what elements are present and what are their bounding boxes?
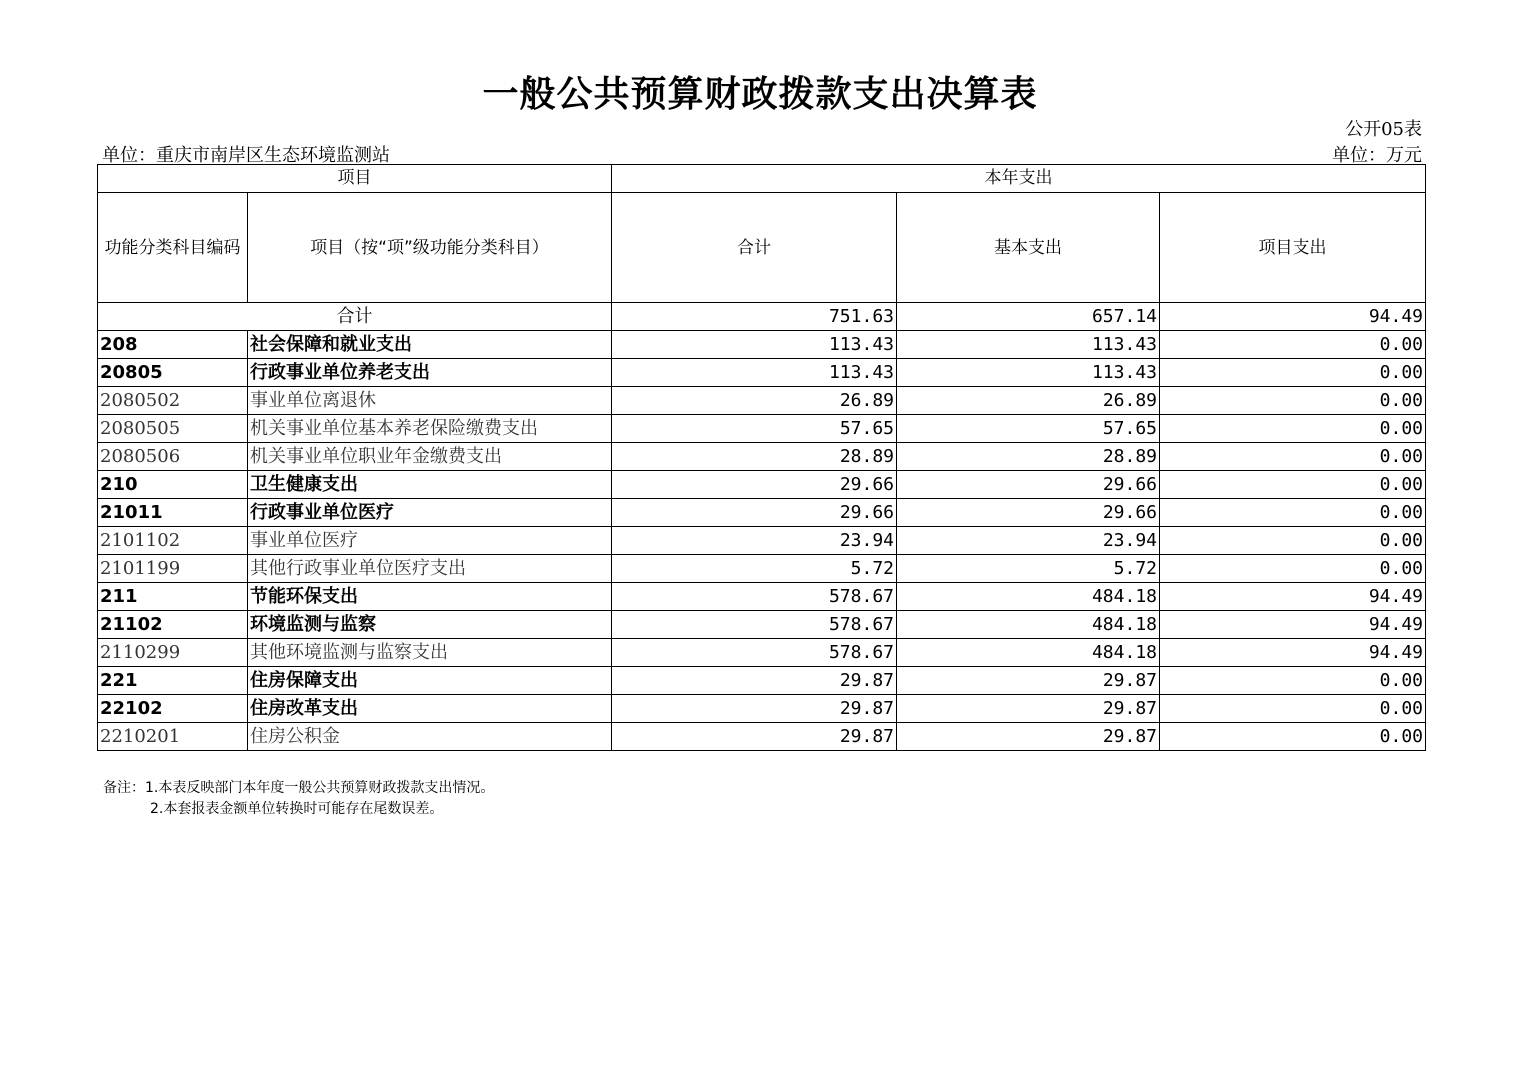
cell-basic: 29.87 (897, 723, 1160, 751)
cell-total: 23.94 (612, 527, 897, 555)
table-row (98, 667, 1426, 695)
cell-project: 94.49 (1160, 611, 1426, 639)
cell-project: 0.00 (1160, 555, 1426, 583)
cell-code: 2101199 (98, 555, 248, 583)
cell-name: 事业单位医疗 (248, 527, 612, 555)
cell-basic: 113.43 (897, 359, 1160, 387)
table-row (98, 723, 1426, 751)
cell-name: 社会保障和就业支出 (248, 331, 612, 359)
cell-name: 事业单位离退休 (248, 387, 612, 415)
cell-name: 其他环境监测与监察支出 (248, 639, 612, 667)
header-basic: 基本支出 (897, 193, 1160, 303)
table-row (98, 415, 1426, 443)
cell-total: 578.67 (612, 611, 897, 639)
table-row (98, 499, 1426, 527)
cell-name: 行政事业单位医疗 (248, 499, 612, 527)
cell-total: 29.87 (612, 695, 897, 723)
total-basic: 657.14 (897, 303, 1160, 331)
cell-code: 20805 (98, 359, 248, 387)
cell-project: 0.00 (1160, 667, 1426, 695)
currency-unit: 单位：万元 (1332, 145, 1422, 166)
cell-code: 221 (98, 667, 248, 695)
table-row (98, 471, 1426, 499)
reporting-unit: 单位：重庆市南岸区生态环境监测站 (102, 145, 390, 166)
header-project: 项目支出 (1160, 193, 1426, 303)
header-current-year-expense: 本年支出 (612, 165, 1426, 193)
cell-total: 578.67 (612, 639, 897, 667)
cell-project: 0.00 (1160, 471, 1426, 499)
cell-code: 22102 (98, 695, 248, 723)
cell-project: 0.00 (1160, 387, 1426, 415)
cell-name: 住房保障支出 (248, 667, 612, 695)
cell-code: 2210201 (98, 723, 248, 751)
cell-name: 卫生健康支出 (248, 471, 612, 499)
cell-basic: 29.66 (897, 471, 1160, 499)
cell-total: 578.67 (612, 583, 897, 611)
cell-project: 0.00 (1160, 695, 1426, 723)
cell-code: 2080506 (98, 443, 248, 471)
cell-project: 0.00 (1160, 527, 1426, 555)
cell-code: 2110299 (98, 639, 248, 667)
cell-basic: 113.43 (897, 331, 1160, 359)
table-row (98, 555, 1426, 583)
expenditure-table (97, 164, 1426, 751)
cell-code: 2080502 (98, 387, 248, 415)
header-item-name: 项目（按“项”级功能分类科目） (248, 193, 612, 303)
table-row (98, 527, 1426, 555)
cell-name: 住房改革支出 (248, 695, 612, 723)
cell-basic: 57.65 (897, 415, 1160, 443)
table-row (98, 443, 1426, 471)
cell-basic: 29.66 (897, 499, 1160, 527)
cell-project: 0.00 (1160, 499, 1426, 527)
cell-total: 5.72 (612, 555, 897, 583)
note-line-2: 2.本套报表金额单位转换时可能存在尾数误差。 (150, 801, 444, 817)
table-row (98, 639, 1426, 667)
header-func-code: 功能分类科目编码 (98, 193, 248, 303)
header-row-1 (98, 165, 1426, 193)
cell-total: 26.89 (612, 387, 897, 415)
cell-project: 0.00 (1160, 359, 1426, 387)
cell-basic: 23.94 (897, 527, 1160, 555)
table-row (98, 583, 1426, 611)
cell-code: 2101102 (98, 527, 248, 555)
cell-total: 113.43 (612, 359, 897, 387)
cell-name: 住房公积金 (248, 723, 612, 751)
cell-basic: 5.72 (897, 555, 1160, 583)
cell-project: 94.49 (1160, 583, 1426, 611)
cell-project: 0.00 (1160, 415, 1426, 443)
table-row (98, 331, 1426, 359)
table-row (98, 359, 1426, 387)
table-row (98, 695, 1426, 723)
total-project: 94.49 (1160, 303, 1426, 331)
cell-total: 29.66 (612, 499, 897, 527)
cell-basic: 29.87 (897, 695, 1160, 723)
cell-basic: 26.89 (897, 387, 1160, 415)
cell-total: 29.87 (612, 723, 897, 751)
cell-name: 行政事业单位养老支出 (248, 359, 612, 387)
total-label: 合计 (98, 303, 612, 331)
cell-code: 21102 (98, 611, 248, 639)
cell-project: 0.00 (1160, 331, 1426, 359)
cell-code: 21011 (98, 499, 248, 527)
total-row (98, 303, 1426, 331)
cell-name: 机关事业单位基本养老保险缴费支出 (248, 415, 612, 443)
cell-total: 28.89 (612, 443, 897, 471)
cell-code: 2080505 (98, 415, 248, 443)
header-row-2 (98, 193, 1426, 303)
cell-basic: 484.18 (897, 583, 1160, 611)
cell-project: 0.00 (1160, 443, 1426, 471)
cell-basic: 28.89 (897, 443, 1160, 471)
cell-total: 29.66 (612, 471, 897, 499)
cell-basic: 484.18 (897, 639, 1160, 667)
total-sum: 751.63 (612, 303, 897, 331)
notes (103, 778, 494, 820)
note-line-1: 备注：1.本表反映部门本年度一般公共预算财政拨款支出情况。 (103, 780, 495, 796)
cell-project: 0.00 (1160, 723, 1426, 751)
header-item-group: 项目 (98, 165, 612, 193)
cell-name: 环境监测与监察 (248, 611, 612, 639)
cell-total: 57.65 (612, 415, 897, 443)
cell-total: 113.43 (612, 331, 897, 359)
cell-name: 节能环保支出 (248, 583, 612, 611)
cell-name: 机关事业单位职业年金缴费支出 (248, 443, 612, 471)
table-code: 公开05表 (1345, 119, 1422, 140)
cell-total: 29.87 (612, 667, 897, 695)
cell-basic: 29.87 (897, 667, 1160, 695)
cell-project: 94.49 (1160, 639, 1426, 667)
cell-code: 211 (98, 583, 248, 611)
table-row (98, 611, 1426, 639)
cell-code: 210 (98, 471, 248, 499)
cell-name: 其他行政事业单位医疗支出 (248, 555, 612, 583)
cell-code: 208 (98, 331, 248, 359)
page-title: 一般公共预算财政拨款支出决算表 (482, 74, 1038, 115)
cell-basic: 484.18 (897, 611, 1160, 639)
header-total: 合计 (612, 193, 897, 303)
table-row (98, 387, 1426, 415)
